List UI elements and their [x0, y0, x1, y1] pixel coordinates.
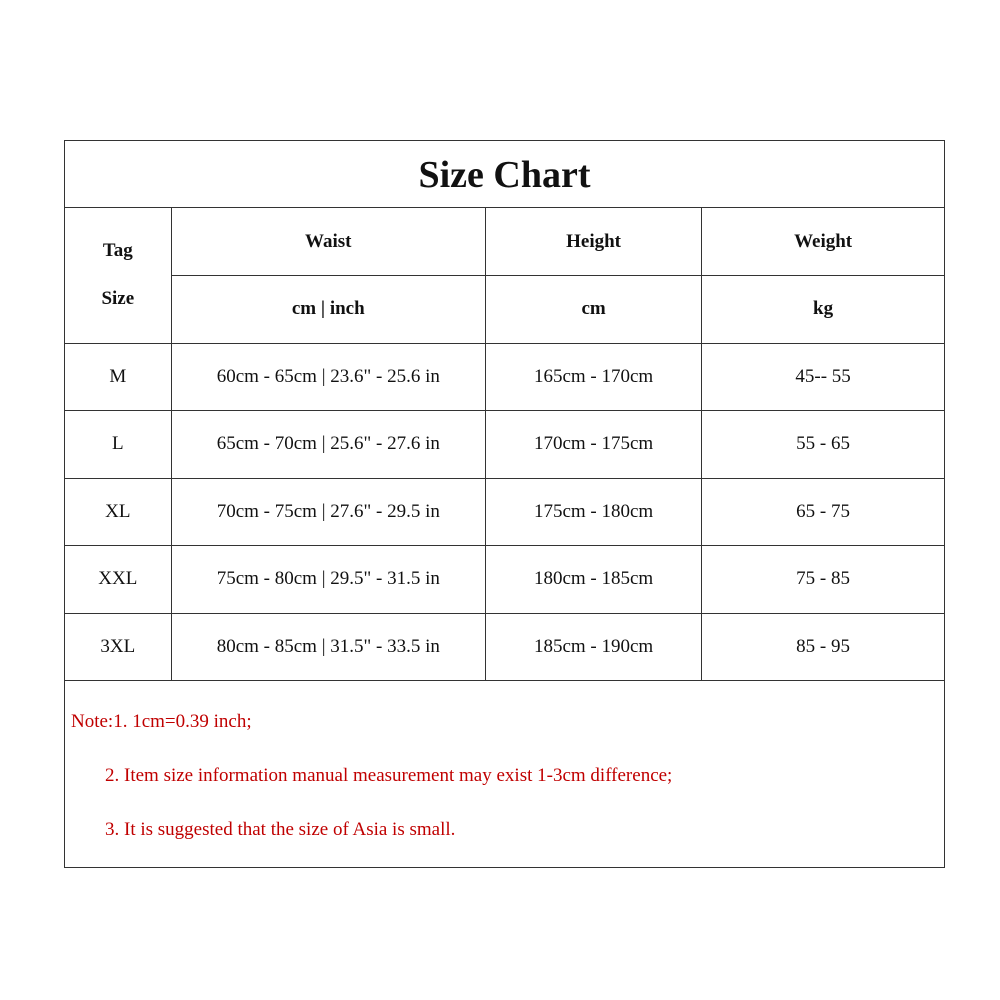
weight-cell: 45-- 55	[702, 343, 944, 411]
chart-title: Size Chart	[65, 141, 944, 208]
size-cell: L	[65, 411, 171, 479]
size-cell: XXL	[65, 546, 171, 614]
table-row	[65, 546, 944, 614]
height-cell: 170cm - 175cm	[485, 411, 701, 479]
notes-section	[65, 681, 944, 867]
weight-header: Weight	[702, 208, 944, 276]
header-row	[65, 208, 944, 276]
weight-cell: 55 - 65	[702, 411, 944, 479]
height-cell: 180cm - 185cm	[485, 546, 701, 614]
waist-cell: 70cm - 75cm | 27.6" - 29.5 in	[171, 478, 485, 546]
weight-cell: 75 - 85	[702, 546, 944, 614]
waist-cell: 60cm - 65cm | 23.6" - 25.6 in	[171, 343, 485, 411]
waist-unit: cm | inch	[171, 276, 485, 344]
height-header: Height	[485, 208, 701, 276]
size-cell: M	[65, 343, 171, 411]
waist-cell: 75cm - 80cm | 29.5" - 31.5 in	[171, 546, 485, 614]
tag-header-line1: Tag	[102, 240, 133, 262]
table-row	[65, 411, 944, 479]
tag-size-header	[65, 208, 171, 343]
size-table	[65, 208, 944, 681]
table-row	[65, 478, 944, 546]
height-cell: 185cm - 190cm	[485, 613, 701, 681]
waist-header: Waist	[171, 208, 485, 276]
waist-cell: 65cm - 70cm | 25.6" - 27.6 in	[171, 411, 485, 479]
table-row	[65, 613, 944, 681]
unit-row	[65, 276, 944, 344]
weight-unit: kg	[702, 276, 944, 344]
note-3: 3. It is suggested that the size of Asia is small.	[105, 819, 456, 840]
height-unit: cm	[485, 276, 701, 344]
waist-cell: 80cm - 85cm | 31.5" - 33.5 in	[171, 613, 485, 681]
table-row	[65, 343, 944, 411]
size-cell: XL	[65, 478, 171, 546]
tag-header-line2: Size	[101, 288, 135, 310]
size-chart	[64, 140, 945, 868]
height-cell: 165cm - 170cm	[485, 343, 701, 411]
weight-cell: 85 - 95	[702, 613, 944, 681]
weight-cell: 65 - 75	[702, 478, 944, 546]
height-cell: 175cm - 180cm	[485, 478, 701, 546]
size-cell: 3XL	[65, 613, 171, 681]
note-2: 2. Item size information manual measurement may exist 1-3cm difference;	[105, 765, 673, 786]
note-1: Note:1. 1cm=0.39 inch;	[71, 711, 252, 732]
